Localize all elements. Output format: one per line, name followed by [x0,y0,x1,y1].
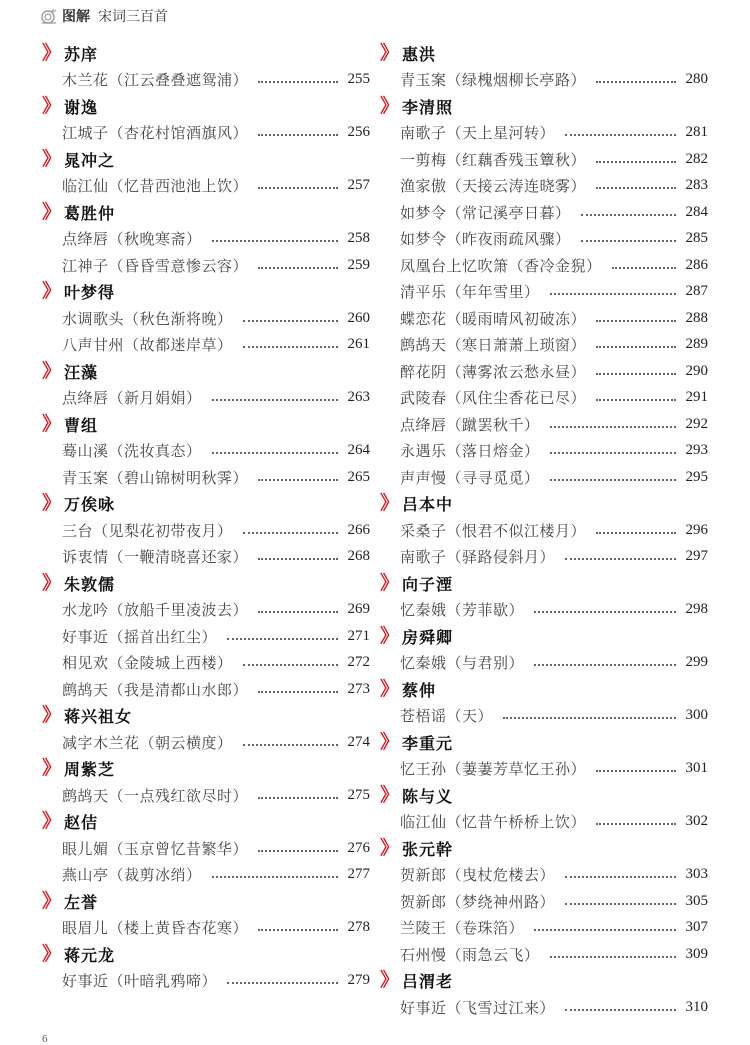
author-name: 张元幹 [402,839,454,859]
page-ref: 278 [347,919,370,936]
toc-author-heading[interactable] [378,729,708,756]
toc-entry[interactable] [40,729,370,756]
poem-title: 木兰花（江云叠叠遮鸳浦） [62,71,249,90]
toc-entry[interactable] [378,756,708,783]
double-chevron-icon: 》 [42,359,62,382]
running-header [40,6,168,26]
dot-leader [227,981,338,984]
dot-leader [258,266,338,269]
toc-entry[interactable] [40,782,370,809]
toc-author-heading[interactable] [40,703,370,730]
author-name: 周紫芝 [64,760,116,780]
page-ref: 273 [347,680,370,697]
poem-title: 水调歌头（秋色渐将晚） [62,309,233,328]
dot-leader [258,849,338,852]
double-chevron-icon: 》 [380,94,400,117]
toc-entry[interactable] [378,67,708,94]
page-ref: 299 [685,654,708,671]
toc-entry[interactable] [378,862,708,889]
toc-author-heading[interactable] [378,676,708,703]
poem-title: 鹧鸪天（一点残红欲尽时） [62,786,249,805]
dot-leader [550,478,676,481]
dot-leader [258,186,338,189]
dot-leader [503,716,676,719]
page-ref: 272 [347,654,370,671]
dot-leader [565,133,676,136]
page-ref: 263 [347,389,370,406]
poem-title: 好事近（飞雪过江来） [400,998,556,1017]
author-name: 吕渭老 [402,972,454,992]
author-name: 朱敦儒 [64,574,116,594]
author-name: 叶梦得 [64,283,116,303]
toc-entry[interactable] [40,862,370,889]
toc-entry[interactable] [378,358,708,385]
toc-entry[interactable] [378,279,708,306]
poem-title: 眼儿媚（玉京曾忆昔繁华） [62,839,249,858]
page-ref: 300 [685,707,708,724]
poem-title: 临江仙（忆昔午桥桥上饮） [400,813,587,832]
toc-author-heading[interactable] [378,93,708,120]
dot-leader [550,425,676,428]
dot-leader [581,213,676,216]
toc-entry[interactable] [378,941,708,968]
toc-entry[interactable] [40,252,370,279]
page-ref: 256 [347,124,370,141]
dot-leader [243,663,338,666]
author-name: 房舜卿 [402,627,454,647]
toc-author-heading[interactable] [378,623,708,650]
poem-title: 忆秦娥（芳菲歇） [400,601,525,620]
toc-right-column [378,40,708,1021]
poem-title: 贺新郎（梦绕神州路） [400,892,556,911]
book-title: 图解 [62,9,90,25]
toc-entry[interactable] [378,411,708,438]
page-ref: 275 [347,786,370,803]
page-ref: 264 [347,442,370,459]
double-chevron-icon: 》 [42,757,62,780]
poem-title: 减字木兰花（朝云横度） [62,733,233,752]
page-ref: 280 [685,71,708,88]
author-name: 汪藻 [64,362,99,382]
toc-entry[interactable] [378,199,708,226]
dot-leader [243,531,338,534]
dot-leader [258,928,338,931]
dot-leader [596,769,676,772]
series-title: 宋词三百首 [98,9,168,25]
page-ref: 309 [685,945,708,962]
double-chevron-icon: 》 [380,492,400,515]
poem-title: 兰陵王（卷珠箔） [400,919,525,938]
toc-entry[interactable] [378,332,708,359]
page-ref: 310 [685,998,708,1015]
page-ref: 289 [685,336,708,353]
toc-entry[interactable] [40,385,370,412]
toc-author-heading[interactable] [378,782,708,809]
double-chevron-icon: 》 [42,41,62,64]
dot-leader [565,875,676,878]
poem-title: 永遇乐（落日熔金） [400,442,540,461]
author-name: 李清照 [402,97,454,117]
double-chevron-icon: 》 [42,704,62,727]
double-chevron-icon: 》 [42,942,62,965]
toc-entry[interactable] [378,597,708,624]
page-ref: 301 [685,760,708,777]
double-chevron-icon: 》 [42,200,62,223]
page-ref: 282 [685,150,708,167]
author-name: 万俟咏 [64,495,116,515]
double-chevron-icon: 》 [42,889,62,912]
double-chevron-icon: 》 [380,969,400,992]
toc-author-heading[interactable] [378,40,708,67]
dot-leader [550,955,676,958]
double-chevron-icon: 》 [380,677,400,700]
toc-entry[interactable] [40,835,370,862]
dot-leader [596,319,676,322]
page-ref: 296 [685,521,708,538]
author-name: 晁冲之 [64,150,116,170]
poem-title: 好事近（叶暗乳鸦啼） [62,972,218,991]
toc-entry[interactable] [40,173,370,200]
dot-leader [596,186,676,189]
dot-leader [258,478,338,481]
toc-entry[interactable] [378,305,708,332]
poem-title: 青玉案（碧山锦树明秋霁） [62,468,249,487]
author-name: 陈与义 [402,786,454,806]
dot-leader [258,690,338,693]
toc-entry[interactable] [378,650,708,677]
toc-author-heading[interactable] [40,146,370,173]
double-chevron-icon: 》 [380,783,400,806]
author-name: 李重元 [402,733,454,753]
poem-title: 醉花阴（薄雾浓云愁永昼） [400,362,587,381]
page-ref: 292 [685,415,708,432]
double-chevron-icon: 》 [380,41,400,64]
poem-title: 江城子（杏花村馆酒旗风） [62,124,249,143]
toc-entry[interactable] [40,67,370,94]
dot-leader [258,80,338,83]
page-ref: 290 [685,362,708,379]
toc-entry[interactable] [40,438,370,465]
page-ref: 258 [347,230,370,247]
double-chevron-icon: 》 [380,624,400,647]
dot-leader [212,875,338,878]
toc-entry[interactable] [40,597,370,624]
poem-title: 点绛唇（新月娟娟） [62,389,202,408]
author-name: 葛胜仲 [64,203,116,223]
page-ref: 305 [685,892,708,909]
toc-author-heading[interactable] [40,199,370,226]
toc-author-heading[interactable] [40,809,370,836]
double-chevron-icon: 》 [42,94,62,117]
author-name: 赵佶 [64,813,99,833]
author-name: 曹组 [64,415,99,435]
page-ref: 261 [347,336,370,353]
poem-title: 如梦令（常记溪亭日暮） [400,203,571,222]
poem-title: 清平乐（年年雪里） [400,283,540,302]
toc-author-heading[interactable] [40,941,370,968]
dot-leader [534,928,676,931]
page-ref: 274 [347,733,370,750]
double-chevron-icon: 》 [42,147,62,170]
toc-author-heading[interactable] [40,411,370,438]
poem-title: 点绛唇（蹴罢秋千） [400,415,540,434]
author-name: 吕本中 [402,495,454,515]
poem-title: 八声甘州（故都迷岸草） [62,336,233,355]
dot-leader [258,610,338,613]
poem-title: 水龙吟（放船千里凌波去） [62,601,249,620]
page-ref: 284 [685,203,708,220]
page-number: 6 [42,1033,48,1045]
double-chevron-icon: 》 [380,836,400,859]
poem-title: 江神子（昏昏雪意惨云容） [62,256,249,275]
poem-title: 蝶恋花（暖雨晴风初破冻） [400,309,587,328]
page-ref: 298 [685,601,708,618]
dot-leader [258,796,338,799]
toc-author-heading[interactable] [40,570,370,597]
toc-entry[interactable] [378,438,708,465]
poem-title: 燕山亭（裁剪冰绡） [62,866,202,885]
dot-leader [258,133,338,136]
dot-leader [212,239,338,242]
toc-entry[interactable] [40,226,370,253]
poem-title: 贺新郎（曳杖危楼去） [400,866,556,885]
page-ref: 286 [685,256,708,273]
dot-leader [596,531,676,534]
poem-title: 好事近（摇首出红尘） [62,627,218,646]
dot-leader [534,610,676,613]
dot-leader [565,902,676,905]
toc-author-heading[interactable] [40,93,370,120]
dot-leader [581,239,676,242]
page-ref: 259 [347,256,370,273]
page-ref: 260 [347,309,370,326]
page-ref: 293 [685,442,708,459]
poem-title: 鹧鸪天（我是清都山水郎） [62,680,249,699]
dot-leader [243,319,338,322]
dot-leader [243,743,338,746]
toc-entry[interactable] [378,385,708,412]
page-ref: 266 [347,521,370,538]
dot-leader [612,266,676,269]
poem-title: 苍梧谣（天） [400,707,494,726]
dot-leader [258,557,338,560]
page-ref: 303 [685,866,708,883]
toc-entry[interactable] [378,888,708,915]
author-name: 蔡伸 [402,680,437,700]
poem-title: 石州慢（雨急云飞） [400,945,540,964]
double-chevron-icon: 》 [42,571,62,594]
dot-leader [212,398,338,401]
page-ref: 307 [685,919,708,936]
poem-title: 相见欢（金陵城上西楼） [62,654,233,673]
toc-author-heading[interactable] [378,570,708,597]
poem-title: 一剪梅（红藕香残玉簟秋） [400,150,587,169]
dot-leader [596,398,676,401]
double-chevron-icon: 》 [380,730,400,753]
double-chevron-icon: 》 [42,412,62,435]
page-ref: 276 [347,839,370,856]
toc-author-heading[interactable] [378,491,708,518]
poem-title: 忆王孙（萋萋芳草忆王孙） [400,760,587,779]
poem-title: 蓦山溪（洗妆真态） [62,442,202,461]
dot-leader [534,663,676,666]
dot-leader [565,1008,676,1011]
author-name: 苏庠 [64,44,99,64]
toc-entry[interactable] [378,252,708,279]
poem-title: 采桑子（恨君不似江楼月） [400,521,587,540]
toc-author-heading[interactable] [40,756,370,783]
author-name: 蒋兴祖女 [64,707,133,727]
dot-leader [565,557,676,560]
toc-left-column [40,40,370,994]
toc-author-heading[interactable] [40,491,370,518]
toc-author-heading[interactable] [40,358,370,385]
toc-entry[interactable] [378,464,708,491]
page-ref: 255 [347,71,370,88]
toc-entry[interactable] [40,120,370,147]
toc-entry[interactable] [378,173,708,200]
double-chevron-icon: 》 [42,810,62,833]
page-ref: 285 [685,230,708,247]
double-chevron-icon: 》 [42,492,62,515]
poem-title: 声声慢（寻寻觅觅） [400,468,540,487]
dot-leader [243,345,338,348]
toc-entry[interactable] [378,809,708,836]
page-ref: 297 [685,548,708,565]
page-ref: 288 [685,309,708,326]
toc-entry[interactable] [40,623,370,650]
page-ref: 277 [347,866,370,883]
page-ref: 279 [347,972,370,989]
page-ref: 283 [685,177,708,194]
dot-leader [550,292,676,295]
page-ref: 295 [685,468,708,485]
poem-title: 鹧鸪天（寒日萧萧上琐窗） [400,336,587,355]
toc-entry[interactable] [378,226,708,253]
double-chevron-icon: 》 [380,571,400,594]
toc-entry[interactable] [378,146,708,173]
poem-title: 青玉案（绿槐烟柳长亭路） [400,71,587,90]
dot-leader [212,451,338,454]
poem-title: 武陵春（风住尘香花已尽） [400,389,587,408]
dot-leader [596,160,676,163]
toc-entry[interactable] [378,517,708,544]
page-ref: 257 [347,177,370,194]
toc-entry[interactable] [40,332,370,359]
page-ref: 302 [685,813,708,830]
poem-title: 眼眉儿（楼上黄昏杏花寒） [62,919,249,938]
poem-title: 临江仙（忆昔西池池上饮） [62,177,249,196]
dot-leader [596,822,676,825]
author-name: 惠洪 [402,44,437,64]
toc-entry[interactable] [40,544,370,571]
page-ref: 281 [685,124,708,141]
author-name: 向子湮 [402,574,454,594]
toc-author-heading[interactable] [40,888,370,915]
dot-leader [227,637,338,640]
author-name: 蒋元龙 [64,945,116,965]
toc-entry[interactable] [40,968,370,995]
poem-title: 如梦令（昨夜雨疏风骤） [400,230,571,249]
toc-author-heading[interactable] [40,279,370,306]
toc-entry[interactable] [40,676,370,703]
toc-entry[interactable] [378,994,708,1021]
poem-title: 凤凰台上忆吹箫（香冷金猊） [400,256,602,275]
page-ref: 271 [347,627,370,644]
page-ref: 269 [347,601,370,618]
toc-author-heading[interactable] [40,40,370,67]
page-ref: 265 [347,468,370,485]
page-ref: 291 [685,389,708,406]
toc-entry[interactable] [40,517,370,544]
poem-title: 南歌子（天上星河转） [400,124,556,143]
poem-title: 南歌子（驿路侵斜月） [400,548,556,567]
page-ref: 268 [347,548,370,565]
toc-entry[interactable] [40,915,370,942]
author-name: 左誉 [64,892,99,912]
toc-author-heading[interactable] [378,835,708,862]
dot-leader [596,80,676,83]
toc-entry[interactable] [40,650,370,677]
toc-entry[interactable] [378,544,708,571]
toc-author-heading[interactable] [378,968,708,995]
snail-logo-icon [40,8,58,24]
toc-entry[interactable] [40,464,370,491]
double-chevron-icon: 》 [42,280,62,303]
toc-entry[interactable] [378,915,708,942]
toc-entry[interactable] [40,305,370,332]
toc-entry[interactable] [378,703,708,730]
poem-title: 点绛唇（秋晚寒斋） [62,230,202,249]
poem-title: 渔家傲（天接云涛连晓雾） [400,177,587,196]
toc-entry[interactable] [378,120,708,147]
poem-title: 忆秦娥（与君别） [400,654,525,673]
dot-leader [596,372,676,375]
dot-leader [550,451,676,454]
poem-title: 诉衷情（一鞭清晓喜还家） [62,548,249,567]
author-name: 谢逸 [64,97,99,117]
dot-leader [596,345,676,348]
page-ref: 287 [685,283,708,300]
poem-title: 三台（见梨花初带夜月） [62,521,233,540]
